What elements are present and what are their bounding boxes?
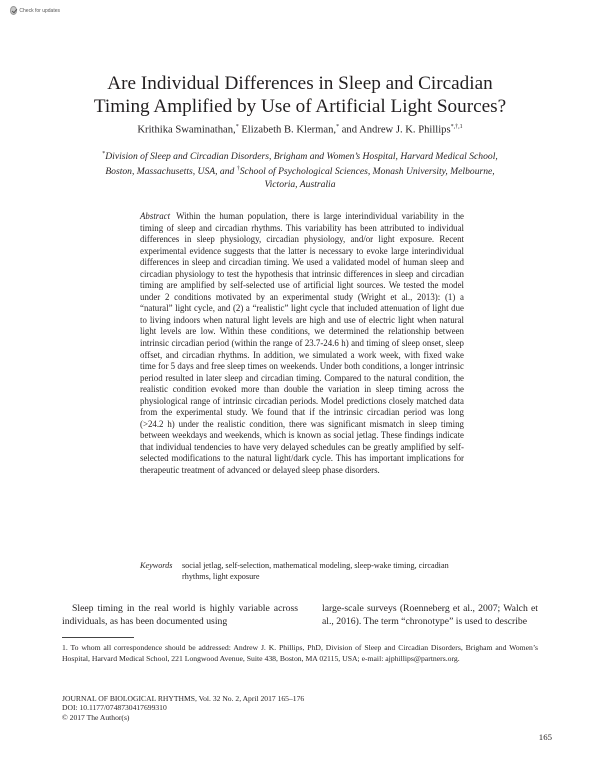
check-circle-icon <box>10 6 17 15</box>
affiliation-line-1 <box>70 148 530 163</box>
check-for-updates-label: Check for updates <box>19 7 60 14</box>
title-line-1: Are Individual Differences in Sleep and Circadian <box>107 73 493 94</box>
affiliations <box>70 148 530 191</box>
author-list <box>40 124 560 136</box>
body-column-right: large-scale surveys (Roenneberg et al., 2007; Walch et al., 2016). The term “chronotype” is used to describe <box>322 603 538 627</box>
footnote-divider <box>62 637 134 638</box>
affiliation-line-2 <box>70 163 530 178</box>
article-title <box>40 73 560 118</box>
affiliation-line-2b: School of Psychological Sciences, Monash University, Melbourne, <box>239 166 495 178</box>
keywords-label: Keywords <box>140 561 173 570</box>
affiliation-mark-2: † <box>236 166 240 173</box>
body-column-left: Sleep timing in the real world is highly variable across individuals, as has been documented using <box>62 603 298 627</box>
correspondence-footnote: 1. To whom all correspondence should be addressed: Andrew J. K. Phillips, PhD, Division of Sleep and Circadian Disorders, Brigham and Women’s Hospital, Harvard Medical School, 221 Longwood Avenue, Suite 438, Boston, MA 02115, USA; e-mail: ajphillips@partners.org. <box>62 643 538 663</box>
abstract <box>140 211 464 477</box>
author-2: Elizabeth B. Klerman, <box>238 124 337 136</box>
keywords-text: social jetlag, self-selection, mathematical modeling, sleep-wake timing, circadian rhythms, light exposure <box>182 561 449 581</box>
journal-doi: DOI: 10.1177/0748730417699310 <box>62 703 167 713</box>
journal-copyright: © 2017 The Author(s) <box>62 712 130 722</box>
author-2-mark: * <box>336 124 340 130</box>
author-1-mark: * <box>235 124 239 130</box>
title-line-2: Timing Amplified by Use of Artificial Light Sources? <box>93 95 507 117</box>
affiliation-line-3: Victoria, Australia <box>264 178 336 190</box>
journal-info <box>62 694 304 722</box>
affiliation-mark-1: * <box>102 151 106 157</box>
affiliation-line-1-text: Division of Sleep and Circadian Disorders, Brigham and Women’s Hospital, Harvard Medical School, <box>105 151 498 163</box>
check-for-updates-badge[interactable] <box>10 5 60 16</box>
author-3: and Andrew J. K. Phillips <box>339 124 451 136</box>
affiliation-line-2a: Boston, Massachusetts, USA, and <box>105 166 237 178</box>
abstract-label: Abstract <box>140 211 171 221</box>
journal-citation: JOURNAL OF BIOLOGICAL RHYTHMS, Vol. 32 No. 2, April 2017 165–176 <box>62 694 305 703</box>
page-number: 165 <box>538 732 552 742</box>
abstract-text: Within the human population, there is large interindividual variability in the timing of sleep and circadian rhythms. This variability has been attributed to individual differences in sleep physiology, circadian physiology, and/or light exposure. Recent experimental evidence suggests that the latter is necessary to evoke large interindividual differences in sleep and circadian timing. We used a validated model of human sleep and circadian physiology to test the hypothesis that intrinsic differences in sleep and circadian timing are amplified by self-selected use of artificial light sources. We tested the model under 2 conditions motivated by an experimental study (Wright et al., 2013): (1) a “natural” light cycle, and (2) a “realistic” light cycle that included attenuation of light due to living indoors when natural light levels are high and use of electric light when natural light levels are low. Within these conditions, we determined the relationship between intrinsic circadian period (within the range of 23.7-24.6 h) and timing of sleep onset, sleep offset, and circadian rhythms. In addition, we simulated a work week, with fixed wake time for 5 days and free sleep times on weekends. Under both conditions, a longer intrinsic period resulted in later sleep and circadian timing. Compared to the natural condition, the realistic condition evoked more than double the variation in sleep timing across the physiological range of intrinsic circadian periods. Model predictions closely matched data from the experimental study. We found that if the intrinsic circadian period was long (>24.2 h) under the realistic condition, there was significant mismatch in sleep timing between weekdays and weekends, which is known as social jetlag. These findings indicate that individual tendencies to have very delayed schedules can be greatly amplified by self-selected modifications to the natural light/dark cycle. This has important implications for therapeutic treatment of advanced or delayed sleep phase disorders. <box>140 211 464 476</box>
author-3-mark: *,†,1 <box>450 124 463 130</box>
keywords <box>140 560 464 582</box>
author-1: Krithika Swaminathan, <box>137 124 236 136</box>
